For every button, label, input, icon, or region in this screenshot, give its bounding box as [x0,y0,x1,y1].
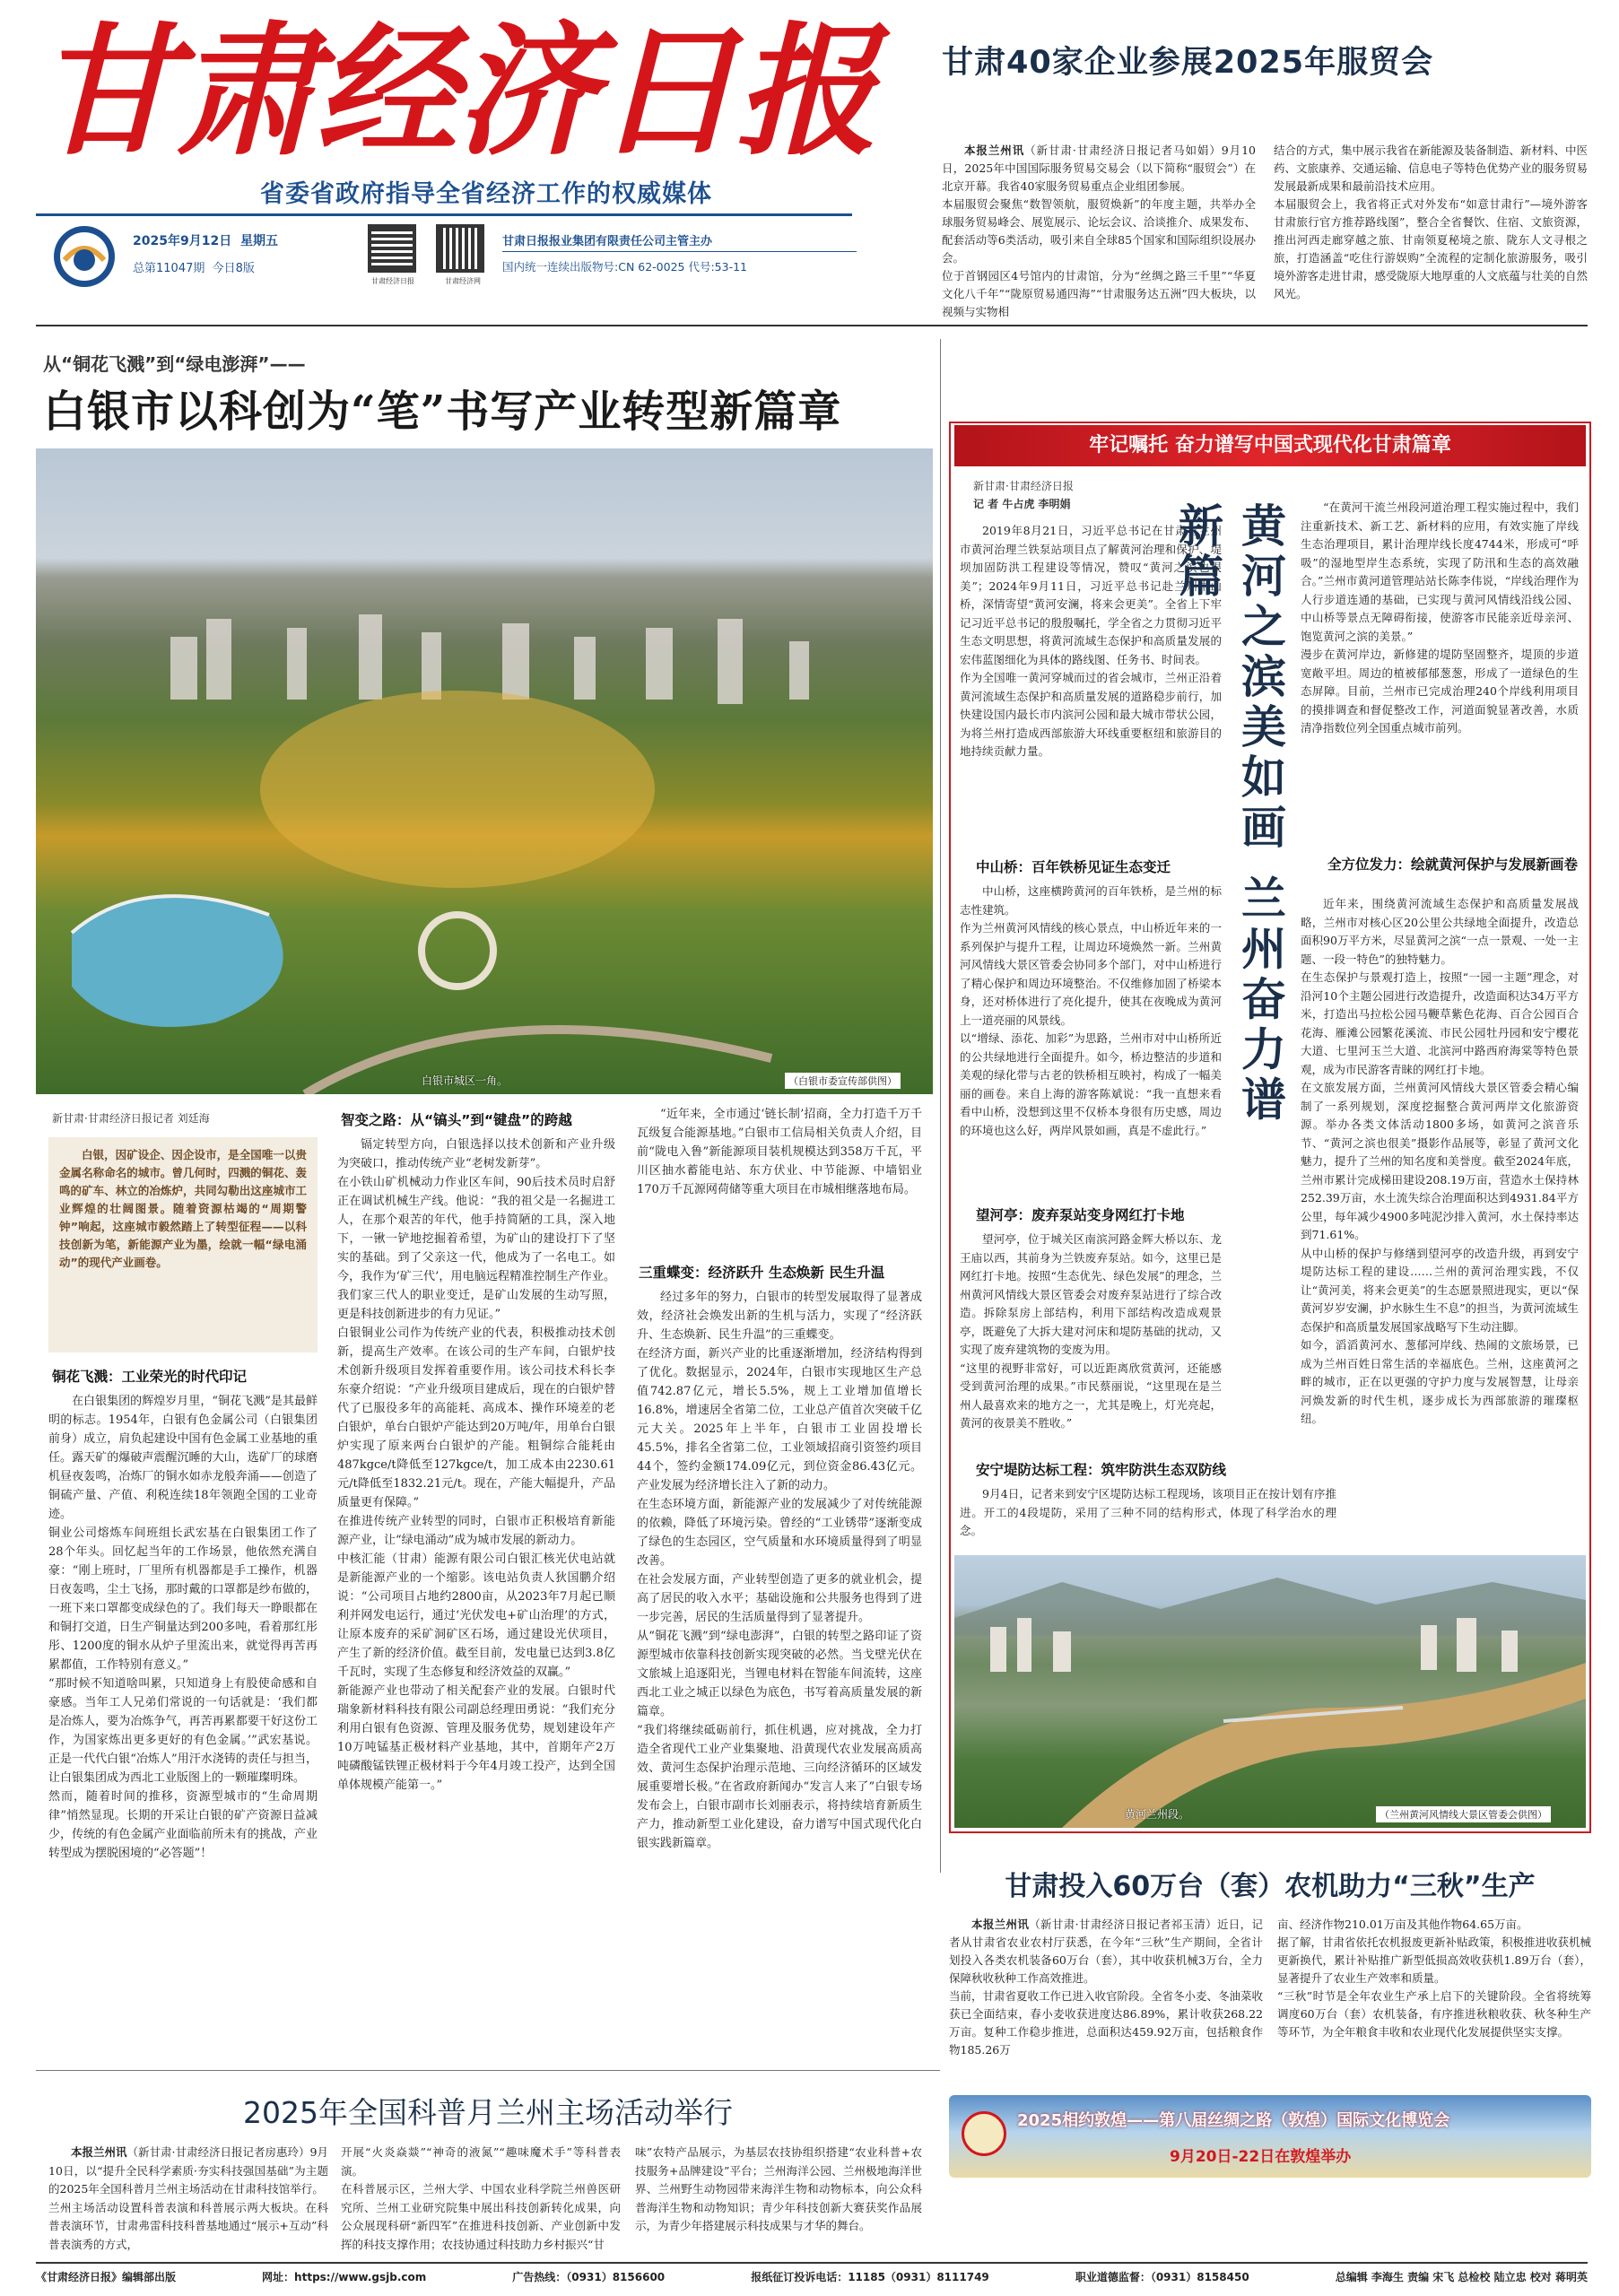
feature-sub3: 安宁堤防达标工程：筑牢防洪生态双防线 [976,1462,1227,1478]
feature-sub2: 望河亭：废弃泵站变身网红打卡地 [976,1207,1185,1223]
qr-code-icon [368,224,416,273]
main-col3b-text: 经过多年的努力，白银市的转型发展取得了显著成效，经济社会焕发出新的生机与活力，实现了“经济跃升、生态焕新、民生升温”的三重蝶变。 在经济方面，新兴产业的比重逐渐增加，经济结构得到了优化。数据显示，2024年，白银市实现地区生产总值742.87亿元，增长5.5%，规上工业增加值增长16.8%，增速居全省第二位，工业总产值首次突破千亿元大关。2025年上半年，白银市工业固投增长45.5%，排名全省第二位，工业领域招商引资签约项目44个，签约金额174.09亿元，到位资金86.43亿元。产业发展为经济增长注入了新的动力。 在生态环境方面，新能源产业的发展减少了对传统能源的依赖，降低了环境污染。曾经的“工业锈带”逐渐变成了绿色的生态园区，空气质量和水环境质量得到了明显改善。 在社会发展方面，产业转型创造了更多的就业机会，提高了居民的收入水平；基础设施和公共服务也得到了进一步完善，居民的生活质量得到了显著提升。 从“铜花飞溅”到“绿电澎湃”，白银的转型之路印证了资源型城市依靠科技创新实现突破的必然。当戈壁光伏在文旅城上追逐阳光，当锂电材料在智能车间流转，这座西北工业之城正以绿色为底色，书写着高质量发展的新篇章。 “我们将继续砥砺前行，抓住机遇，应对挑战，全力打造全省现代工业产业集聚地、沿黄现代农业发展高质高效、黄河生态保护治理示范地、三向经济循环的区域发展重要增长极。”在省政府新闻办“发言人来了”白银专场发布会上，白银市副市长刘丽表示，将持续培育新质生产力，推动新型工业化建设，奋力谱写中国式现代化白银实践新篇章。 [637,1291,922,1850]
kepu-title: 2025年全国科普月兰州主场活动举行 [243,2095,733,2130]
main-headline: 白银市以科创为“笔”书写产业转型新篇章 [43,387,842,437]
main-col2 [337,1135,615,2063]
farm-text2: 亩、经济作物210.01万亩及其他作物64.65万亩。 据了解，甘肃省依托农机报废更新补贴政策，积极推进收获机械更新换代，累计补贴推广新型低损高效收获机1.89万台（套），显著提升了农业生产效率和质量。 “三秋”时节是全年农业生产承上启下的关键阶段。全省将统筹调度60万台（套）农机装备，有序推进秋粮收获、秋冬种生产等环节，为全年粮食丰收和农业现代化发展提供坚实支撑。 [1277,1918,1591,2039]
feature-a1 [960,883,1222,1196]
main-byline: 新甘肃·甘肃经济日报记者 刘廷海 [52,1112,210,1125]
main-summary-text: 白银，因矿设企、因企设市，是全国唯一以贵金属名称命名的城市。曾几何时，四溅的铜花、轰鸣的矿车、林立的冶炼炉，共同勾勒出这座城市工业辉煌的壮阔图景。随着资源枯竭的“周期警钟”响起，这座城市毅然踏上了转型征程——以科技创新为笔，新能源产业为墨，绘就一幅“绿电涌动”的现代产业画卷。 [59,1148,307,1269]
kepu-col1 [48,2144,328,2257]
expo-logo-icon [962,2111,1006,2156]
footer-rule [36,2262,1588,2264]
feature-a2-text: 望河亭，位于城关区南滨河路金辉大桥以东、龙王庙以西，其前身为兰铁废弃泵站。如今，这里已是网红打卡地。按照“生态优先、绿色发展”的理念，兰州黄河风情线大景区管委会对废弃泵站进行了综合改造。拆除泵房上部结构，利用下部结构改造成观景亭，既避免了大拆大建对河床和堤防基础的扰动，又实现了废弃建筑物的变废为用。 “这里的视野非常好，可以近距离欣赏黄河，还能感受到黄河治理的成果。”市民蔡丽说，“这里现在是兰州人最喜欢来的地方之一，尤其是晚上，灯光亮起，黄河的夜景美不胜收。” [960,1232,1222,1430]
masthead-rule [36,213,852,216]
farm-lead: 本报兰州讯 [971,1918,1030,1931]
main-sub3: 三重蝶变：经济跃升 生态焕新 民生升温 [639,1265,885,1281]
kepu-col3 [635,2144,922,2257]
main-kicker: 从“铜花飞溅”到“绿电澎湃”—— [43,353,306,375]
main-sub2: 智变之路：从“镐头”到“键盘”的跨越 [341,1112,572,1128]
yellow-river-photo [954,1555,1586,1828]
feature-byline2: 记 者 牛占虎 李明娟 [973,498,1071,510]
issue-text: 总第11047期 [133,262,205,275]
ad-line1: 2025相约敦煌——第八届丝绸之路（敦煌）国际文化博览会 [1017,2111,1450,2130]
main-photo-credit: （白银市委宣传部供图） [785,1073,901,1089]
feature-b2-text: 近年来，围绕黄河流域生态保护和高质量发展战略，兰州市对核心区20公里公共绿地全面提升，改造总面积90万平方米，尽显黄河之滨“一点一景观、一处一主题、一段一特色”的独特魅力。 在生态保护与景观打造上，按照“一园一主题”理念，对沿河10个主题公园进行改造提升，改造面积达34万平方米，打造出马拉松公园马鞭草紫色花海、百合公园百合花海、雁滩公园繁花溪流、市民公园牡丹园和安宁樱花大道、七里河玉兰大道、北滨河中路西府海棠等特色景观，成为市民游客青睐的网红打卡地。 在文旅发展方面，兰州黄河风情线大景区管委会精心编制了一系列规划，深度挖掘整合黄河两岸文化旅游资源。举办各类文体活动1800多场，如黄河之滨音乐节、“黄河之滨也很美”摄影作品展等，彰显了黄河文化魅力，提升了兰州的知名度和美誉度。截至2024年底，兰州市累计完成梯田建设208.19万亩，营造水土保持林252.39万亩，水土流失综合治理面积达到4931.84平方公里，每年减少4900多吨泥沙排入黄河，水土保持率达到71.61%。 从中山桥的保护与修缮到望河亭的改造升级，再到安宁堤防达标工程的建设……兰州的黄河治理实践，不仅让“黄河美，将来会更美”的生态愿景照进现实，更以“保黄河岁岁安澜，护水脉生生不息”的担当，为黄河流域生态保护和高质量发展国家战略写下生动注脚。 如今，滔滔黄河水、葱郁河岸线、热闹的文旅场景，已成为兰州百姓日常生活的幸福底色。兰州，这座黄河之畔的城市，正在以更强的守护力度与发展智慧，让母亲河焕发新的时代生机，逐步成长为西部旅游的璀璨枢纽。 [1301,897,1579,1425]
header-divider [36,325,1588,326]
masthead-slogan: 省委省政府指导全省经济工作的权威媒体 [260,180,712,208]
qr-label-2: 甘肃经济网 [445,277,481,285]
feature-intro-text: 2019年8月21日，习近平总书记在甘肃省兰州市黄河治理兰铁泵站项目点了解黄河治理和保护、堤坝加固防洪工程建设等情况，赞叹“黄河之滨也很美”；2024年9月11日，习近平总书记赴兰州中山桥，深情寄望“黄河安澜，将来会更美”。全省上下牢记习近平总书记的殷殷嘱托，学全省之力贯彻习近平生态文明思想，将黄河流域生态保护和高质量发展的宏伟蓝图细化为具体的路线图、任务书、时间表。 作为全国唯一黄河穿城而过的省会城市，兰州正沿着黄河流域生态保护和高质量发展的道路稳步前行，加快建设国内最长市内滨河公园和最大城市带状公园，为将兰州打造成西部旅游大环线重要枢纽和旅游目的地持续贡献力量。 [960,524,1222,758]
feature-b1 [1301,499,1579,865]
river-credit: （兰州黄河风情线大景区管委会供图） [1376,1806,1551,1822]
dunhuang-expo-ad[interactable] [949,2095,1591,2178]
kepu-text2: 开展“火炎焱燚”“神奇的液氮”“趣味魔术手”等科普表演。 在科普展示区，兰州大学、中国农业科学院兰州兽医研究所、兰州工业研究院集中展出科技创新转化成果，向公众展现科研“新四军”在推进科技创新、产业创新中发挥的科技支撑作用；农技协通过科技助力乡村振兴“甘 [341,2145,621,2251]
weekday-text: 星期五 [239,234,278,248]
paper-emblem-icon [52,224,117,289]
pages-text: 今日8版 [212,262,255,275]
main-col2-text: 镉定转型方向，白银选择以技术创新和产业升级为突破口，推动传统产业“老树发新芽”。 在小铁山矿机械动力作业区车间，90后技术员时启舒正在调试机械生产线。他说：“我的祖父是一名掘进工人，在那个艰苦的年代，他手持简陋的工具，深入地下，一锹一铲地挖掘着希望，为矿山的建设打下了坚实的基础。到了父亲这一代，他成为了一名电工。如今，我作为‘矿三代’，用电脑远程精准控制生产作业。我们家三代人的职业变迁，是矿山发展的生动写照，更是科技创新进步的有力见证。” 白银铜业公司作为传统产业的代表，积极推动技术创新，提高生产效率。在该公司的生产车间，白银炉技术创新升级项目发挥着重要作用。该公司技术科长李东豪介绍说：“产业升级项目建成后，现在的白银炉替代了已服役多年的高能耗、高成本、操作环境差的老白银炉，单台白银炉产能达到20万吨/年，用单台白银炉实现了原来两台白银炉的产能。粗铜综合能耗由487kgce/t降低至127kgce/t，加工成本由2230.61元/t降低至1832.21元/t。现在，产能大幅提升，产品质量更有保障。” 在推进传统产业转型的同时，白银市正积极培育新能源产业，让“绿电涌动”成为城市发展的新动力。 中核汇能（甘肃）能源有限公司白银汇核光伏电站就是新能源产业的一个缩影。该电站负责人狄国鹏介绍说：“公司项目占地约2800亩，从2023年7月起已顺利并网发电运行，通过‘光伏发电+矿山治理’的方式，让原本废弃的采矿洞矿区石场，通过建设光伏项目，产生了新的经济价值。截至目前，发电量已达到3.8亿千瓦时，实现了生态修复和经济效益的双赢。” 新能源产业也带动了相关配套产业的发展。白银时代瑞象新材料科技有限公司副总经理田勇说：“我们充分利用白银有色资源、管理及服务优势，规划建设年产10万吨锰基正极材料产业基地，其中，首期年产2万吨磷酸锰铁锂正极材料于今年4月竣工投产，达到全国单体规模产能第一。” [337,1138,615,1792]
main-sub1: 铜花飞溅：工业荣光的时代印记 [52,1369,248,1385]
feature-a2 [960,1231,1222,1455]
top-story-lead: 本报兰州讯 [964,144,1025,157]
ad-line2: 9月20日-22日在敦煌举办 [1170,2148,1352,2166]
main-col1-text: 在白银集团的辉煌岁月里，“铜花飞溅”是其最鲜明的标志。1954年，白银有色金属公司（白银集团前身）成立，肩负起建设中国有色金属工业基地的重任。露天矿的爆破声震醒沉睡的大山，选矿厂的球磨机昼夜轰鸣，冶炼厂的铜水如赤龙般奔涌——创造了铜硫产量、产值、利税连续18年领跑全国的工业奇迹。 铜业公司熔炼车间班组长武宏基在白银集团工作了28个年头。回忆起当年的工作场景，他依然充满自豪：“刚上班时，厂里所有机器都是手工操作，机器日夜轰鸣，尘土飞扬，那时戴的口罩都是纱布做的，一班下来口罩都变成绿色的了。我们每天一睁眼都在和铜打交道，日生产铜量达到200多吨，看着那红彤彤、1200度的铜水从炉子里流出来，就觉得再苦再累都值，工作特别有意义。” “那时候不知道啥叫累，只知道身上有股使命感和自豪感。当年工人兄弟们常说的一句话就是：‘我们都是冶炼人，要为冶炼争气，再苦再累都要干好这份工作，为国家炼出更多更好的有色金属。’”武宏基说。正是一代代白银“冶炼人”用汗水浇铸的责任与担当，让白银集团成为西北工业版图上的一颗璀璨明珠。 然而，随着时间的推移，资源型城市的“生命周期律”悄然显现。长期的开采让白银的矿产资源日益减少，传统的有色金属产业面临前所未有的挑战，产业转型成为摆脱困境的“必答题”！ [48,1395,318,1860]
river-caption: 黄河兰州段。 [1125,1808,1190,1821]
masthead-publisher: 甘肃日报报业集团有限责任公司主管主办 [502,235,713,248]
kepu-text3: 味”农特产品展示，为基层农技协组织搭建“农业科普+农技服务+品牌建设”平台；兰州海洋公园、兰州极地海洋世界、兰州野生动物园带来海洋生物和动物标本，向公众科普海洋生物和动物知识；青少年科技创新大赛获奖作品展示，为青少年搭建展示科技成果与才华的舞台。 [635,2145,922,2232]
main-photo-caption [422,1073,508,1088]
kepu-lead: 本报兰州讯 [71,2145,127,2159]
main-col1 [48,1392,318,2061]
col-divider [940,339,941,1873]
farm-text1: （新甘肃·甘肃经济日报记者祁玉清）近日，记者从甘肃省农业农村厅获悉，在今年“三秋”生产期间，全省计划投入各类农机装备60万台（套），其中收获机械3万台，全力保障秋收秋种工作高效推进。 当前，甘肃省夏收工作已进入收官阶段。全省冬小麦、冬油菜收获已全面结束，春小麦收获进度达86.89%，累计收获268.22万亩。复种工作稳步推进，总面积达459.92万亩，包括粮食作物185.26万 [949,1918,1263,2057]
feature-sub1: 中山桥：百年铁桥见证生态变迁 [976,859,1171,875]
farm-col1 [949,1916,1263,2086]
main-col3b [637,1288,922,2061]
top-story-text1: （新甘肃·甘肃经济日报记者马如娟）9月10日，2025年中国国际服务贸易交易会（以下简称“服贸会”）在北京开幕。我省40家服务贸易重点企业组团参展。 本届服贸会聚焦“数智领航，服贸焕新”的年度主题，共举办全球服务贸易峰会、展览展示、论坛会议、洽谈推介、成果发布、配套活动等6类活动，吸引来自全球85个国家和国际组织设展办会。 位于首钢园区4号馆内的甘肃馆，分为“丝绸之路三千里”“华夏文化八千年”“陇原贸易通四海”“甘肃服务达五洲”四大板块，以视频与实物相 [942,144,1256,318]
kepu-col2 [341,2144,621,2257]
feature-byline [973,477,1074,513]
footer-paper: 《甘肃经济日报》编辑部出版 [36,2271,177,2283]
feature-a3-text: 9月4日，记者来到安宁区堤防达标工程现场，该项目正在按计划有序推进。开工的4段堤防，采用了三种不同的结构形式，体现了科学治水的理念。 [960,1487,1336,1537]
top-story-text2: 结合的方式，集中展示我省在新能源及装备制造、新材料、中医药、文旅康养、交通运输、信息电子等特色优势产业的服务贸易发展最新成果和最前沿技术应用。 本届服贸会上，我省将正式对外发布“如意甘肃行”—境外游客甘肃旅行官方推荐路线图”，整合全省餐饮、住宿、文旅资源，推出河西走廊穿越之旅、甘南领夏秘境之旅、陇东人文寻根之旅，打造涵盖“吃住行游娱购”全流程的定制化旅游服务，吸引境外游客走进甘肃，感受陇原大地厚重的人文底蕴与壮美的自然风光。 [1274,144,1588,300]
baiyin-city-photo [36,448,933,1094]
footer-complaint: 报纸征订投诉电话：11185（0931）8111749 [751,2271,989,2283]
feature-byline1: 新甘肃·甘肃经济日报 [973,480,1074,492]
feature-b2 [1301,895,1579,1548]
masthead-issue [133,258,255,275]
masthead-sep [502,251,857,252]
top-story-col2 [1274,142,1588,321]
top-story-title: 甘肃40家企业参展2025年服贸会 [942,45,1434,81]
kepu-text1: （新甘肃·甘肃经济日报记者房惠玲）9月10日，以“提升全民科学素质·夯实科技强国基础”为主题的2025年全国科普月兰州主场活动在甘肃科技馆举行。 兰州主场活动设置科普表演和科普展示两大板块。在科普表演环节，甘肃弗雷科技科普基地通过“展示+互动”科普表演秀的方式， [48,2145,328,2251]
feature-a3 [960,1485,1336,1550]
feature-vertical-title: 黄河之滨美如画 兰州奋力谱新篇 [1171,502,1287,1126]
farm-col2 [1277,1916,1591,2086]
caption-text: 白银市城区一角。 [422,1074,509,1087]
qr-label-1: 甘肃经济日报 [371,277,414,285]
main-col3a-text: “近年来，全市通过‘链长制’招商，全力打造千万千瓦级复合能源基地。”白银市工信局相关负责人介绍，目前“陇电入鲁”新能源项目装机规模达到358万千瓦，平川区抽水蓄能电站、东方伏业、中节能源、中墙铝业170万千瓦源网荷储等重大项目在市城相继落地布局。 [637,1108,922,1196]
farm-title: 甘肃投入60万台（套）农机助力“三秋”生产 [1005,1871,1536,1902]
footer-website-link[interactable]: 网址：https://www.gsjb.com [262,2271,427,2283]
qr-code-icon [436,224,484,273]
kepu-top-rule [36,2070,940,2071]
feature-sub4 [1327,855,1579,874]
feature-a1-text: 中山桥，这座横跨黄河的百年铁桥，是兰州的标志性建筑。 作为兰州黄河风情线的核心景点，中山桥近年来的一系列保护与提升工程，让周边环境焕然一新。兰州黄河风情线大景区管委会协同多个部门，对中山桥进行了精心保护和周边环境整治。不仅维修加固了桥梁本身，还对桥体进行了亮化提升，使其在夜晚成为黄河上一道亮丽的风景线。 以“增绿、添花、加彩”为思路，兰州市对中山桥所近的公共绿地进行全面提升。如今，桥边整洁的步道和美观的绿化带与古老的铁桥相互映衬，构成了一幅美丽的画卷。来自上海的游客陈斌说：“我一直想来看看中山桥，没想到这里不仅桥本身很有历史感，周边的环境也这么好，两岸风景如画，真是不虚此行。” [960,884,1222,1137]
footer-mgmt: 职业道德监督：（0931）8158450 [1075,2271,1249,2283]
masthead-date [133,231,278,249]
footer [36,2269,1588,2284]
top-story-col1 [942,142,1256,321]
masthead-logo: 甘肃经济日报 [36,9,875,175]
footer-editor: 总编辑 李海生 责编 宋飞 总检校 陆立忠 校对 蒋明英 [1335,2271,1588,2283]
feature-b1-text: “在黄河干流兰州段河道治理工程实施过程中，我们注重新技术、新工艺、新材料的应用，有效实施了岸线生态治理项目，累计治理岸线长度4744米，形成可“呼吸”的湿地型岸生态系统，实现了防汛和生态的高效融合。”兰州市黄河道管理站站长陈李伟说，“岸线治理作为人行步道连通的基础，已实现与黄河风情线沿线公园、中山桥等景点无障碍衔接，使游客市民能亲近母亲河、饱览黄河之滨的美景。” 漫步在黄河岸边，新修建的堤防坚固整齐，堤顶的步道宽敞平坦。周边的植被郁郁葱葱，形成了一道绿色的生态屏障。目前，兰州市已完成治理240个岸线利用项目的摸排调查和督促整改工作，河道面貌显著改善，水质清净指数位列全国重点城市前列。 [1301,500,1579,735]
feature-banner: 牢记嘱托 奋力谱写中国式现代化甘肃篇章 [954,425,1586,466]
date-text: 2025年9月12日 [133,234,232,248]
main-summary-box [48,1137,318,1352]
footer-ad-hotline: 广告热线：（0931）8156600 [512,2271,666,2283]
main-col3a [637,1105,922,1256]
feature-sub4-text: 全方位发力：绘就黄河保护与发展新画卷 [1327,857,1579,873]
masthead-cn: 国内统一连续出版物号:CN 62-0025 代号:53-11 [502,260,747,274]
